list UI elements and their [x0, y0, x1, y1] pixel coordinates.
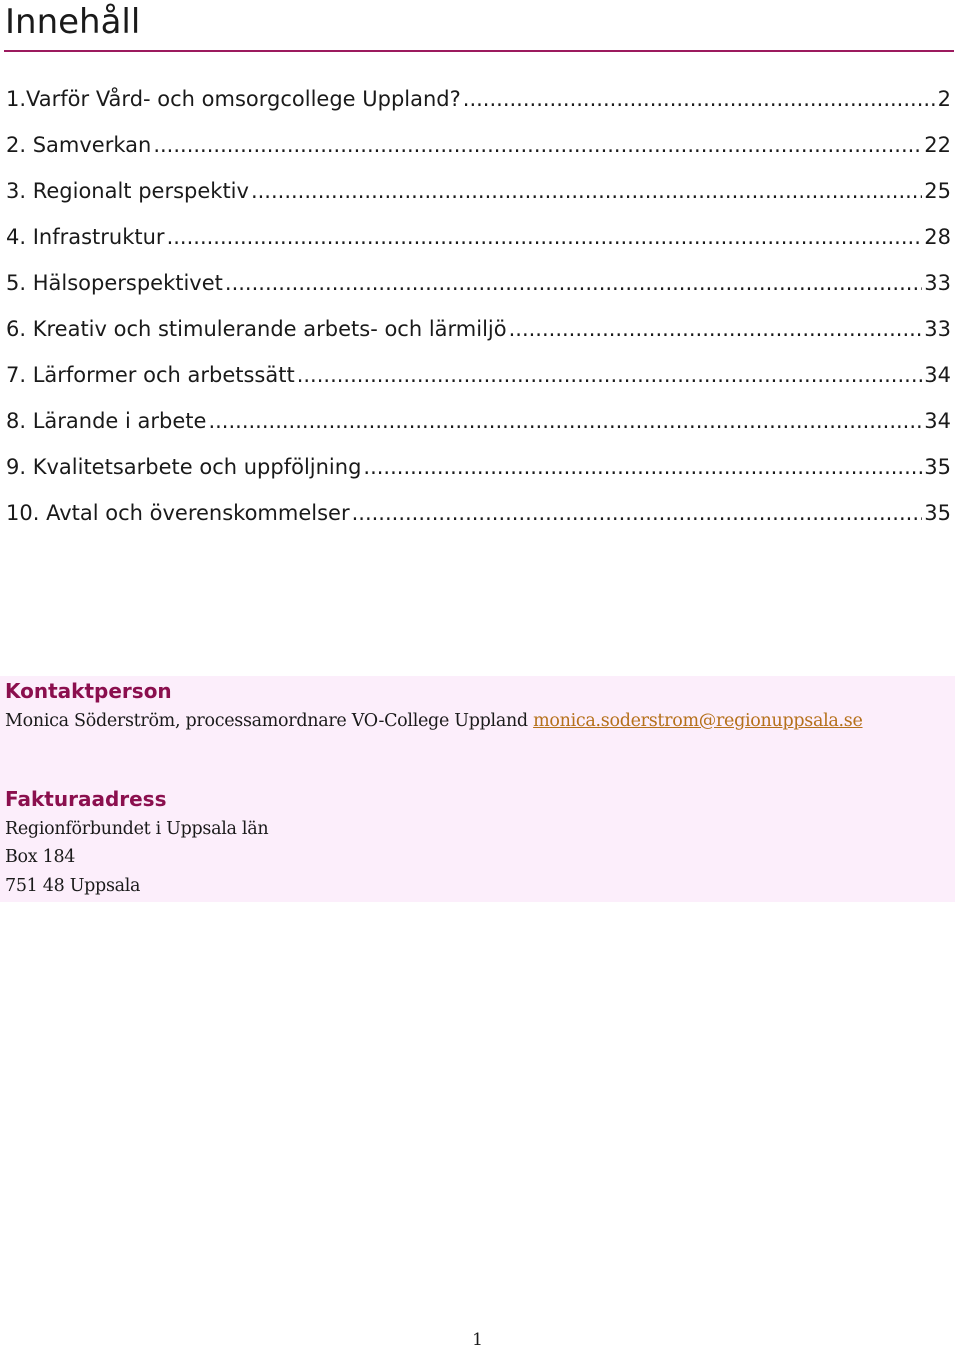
toc-list [6, 76, 951, 536]
invoice-heading: Fakturaadress [5, 787, 167, 811]
toc-dot-leader [208, 398, 922, 444]
invoice-address-line-2: Box 184 [5, 847, 76, 867]
toc-entry-page: 28 [924, 225, 951, 249]
toc-entry-label: 5. Hälsoperspektivet [6, 271, 223, 295]
toc-entry[interactable] [6, 444, 951, 490]
toc-dot-leader [153, 122, 922, 168]
toc-entry-label: 4. Infrastruktur [6, 225, 165, 249]
toc-entry-page: 34 [924, 409, 951, 433]
toc-entry-label: 3. Regionalt perspektiv [6, 179, 249, 203]
contact-heading: Kontaktperson [5, 679, 172, 703]
toc-entry-label: 9. Kvalitetsarbete och uppföljning [6, 455, 362, 479]
toc-dot-leader [352, 490, 923, 536]
contact-email-link[interactable]: monica.soderstrom@regionuppsala.se [533, 711, 863, 731]
contact-line [5, 708, 863, 734]
invoice-address-line-3: 751 48 Uppsala [5, 876, 141, 896]
toc-dot-leader [251, 168, 922, 214]
toc-dot-leader [463, 76, 936, 122]
toc-entry-label: 8. Lärande i arbete [6, 409, 207, 433]
toc-dot-leader [509, 306, 923, 352]
toc-entry-label: 7. Lärformer och arbetssätt [6, 363, 295, 387]
toc-entry[interactable] [6, 398, 951, 444]
toc-entry-label: 10. Avtal och överenskommelser [6, 501, 350, 525]
toc-entry-page: 2 [937, 87, 951, 111]
toc-entry[interactable] [6, 168, 951, 214]
toc-entry[interactable] [6, 306, 951, 352]
toc-entry-page: 33 [924, 271, 951, 295]
toc-title: Innehåll [5, 2, 141, 42]
toc-entry-page: 33 [924, 317, 951, 341]
toc-dot-leader [297, 352, 923, 398]
contact-info-box [0, 676, 955, 902]
toc-entry-label: 1.Varför Vård- och omsorgcollege Uppland? [6, 87, 461, 111]
toc-dot-leader [167, 214, 923, 260]
toc-dot-leader [225, 260, 922, 306]
toc-entry-label: 2. Samverkan [6, 133, 152, 157]
toc-entry[interactable] [6, 214, 951, 260]
page-number: 1 [472, 1330, 483, 1350]
toc-dot-leader [363, 444, 922, 490]
toc-entry-page: 22 [924, 133, 951, 157]
contact-person-text: Monica Söderström, processamordnare VO-College Uppland [5, 711, 534, 731]
toc-entry[interactable] [6, 260, 951, 306]
toc-entry-page: 25 [924, 179, 951, 203]
toc-entry-page: 35 [924, 501, 951, 525]
toc-entry[interactable] [6, 352, 951, 398]
toc-entry-page: 34 [924, 363, 951, 387]
toc-entry[interactable] [6, 490, 951, 536]
toc-entry-page: 35 [924, 455, 951, 479]
toc-entry[interactable] [6, 76, 951, 122]
invoice-address-line-1: Regionförbundet i Uppsala län [5, 819, 269, 839]
toc-entry[interactable] [6, 122, 951, 168]
title-divider [4, 50, 954, 52]
toc-entry-label: 6. Kreativ och stimulerande arbets- och lärmiljö [6, 317, 507, 341]
